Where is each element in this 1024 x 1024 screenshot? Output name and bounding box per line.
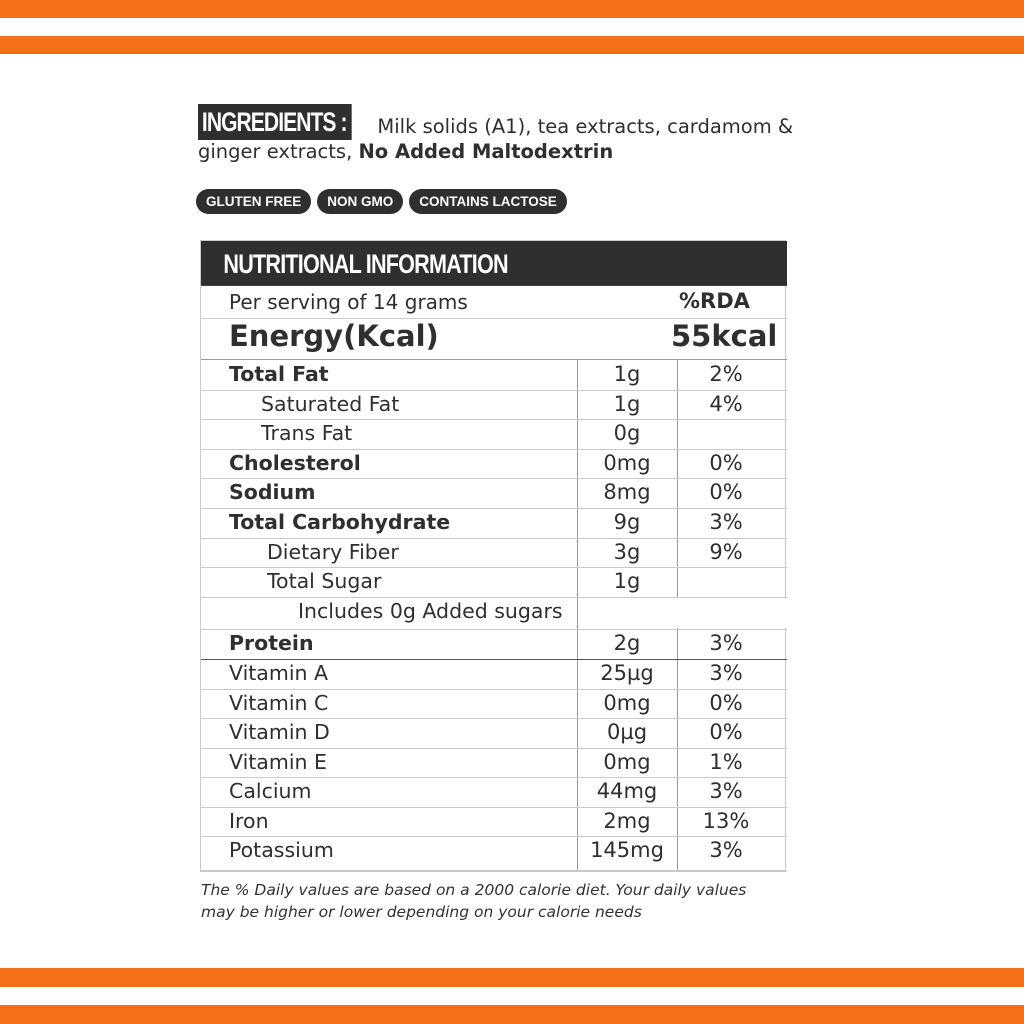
nutrient-amount: 0g	[613, 421, 641, 445]
nutrient-name: Includes 0g Added sugars	[298, 599, 563, 623]
nutrient-rda: 1%	[709, 750, 743, 774]
top-stripe-1	[0, 0, 1024, 18]
nutrient-row	[201, 361, 787, 391]
nutrient-name: Total Fat	[229, 362, 329, 386]
footnote	[201, 879, 811, 923]
nutrient-name: Protein	[229, 631, 314, 655]
nutrient-amount: 1g	[613, 362, 641, 386]
ingredients-section	[198, 104, 838, 165]
nutrient-rda: 3%	[709, 510, 743, 534]
nutrient-name: Cholesterol	[229, 451, 361, 475]
nutrient-row	[201, 749, 787, 779]
nutrient-amount: 0mg	[603, 451, 651, 475]
nutrient-row	[201, 598, 787, 628]
nutrient-amount: 2mg	[603, 809, 651, 833]
ingredients-title: INGREDIENTS :	[198, 104, 352, 140]
badge-list	[196, 189, 567, 214]
nutrient-amount: 0mg	[603, 691, 651, 715]
ingredients-highlight: No Added Maltodextrin	[358, 140, 614, 163]
footnote-line2: may be higher or lower depending on your calorie needs	[201, 903, 642, 921]
nutrient-amount: 1g	[613, 569, 641, 593]
nutrient-rda: 3%	[709, 779, 743, 803]
nutrient-amount: 145mg	[590, 838, 664, 862]
nutrient-name: Vitamin C	[229, 691, 329, 715]
nutrient-rda: 4%	[709, 392, 743, 416]
footnote-line1: The % Daily values are based on a 2000 calorie diet. Your daily values	[201, 881, 747, 899]
nutrient-rda: 3%	[709, 661, 743, 685]
nutrient-row	[201, 690, 787, 720]
nutrient-row	[201, 539, 787, 569]
nutrient-rda: 0%	[709, 451, 743, 475]
nutrient-name: Trans Fat	[261, 421, 353, 445]
nutrient-name: Vitamin E	[229, 750, 327, 774]
nutrient-rda: 3%	[709, 631, 743, 655]
nutrient-row	[201, 450, 787, 480]
nutrient-amount: 0µg	[606, 720, 648, 744]
nutrient-row	[201, 808, 787, 838]
nutrient-amount: 8mg	[603, 480, 651, 504]
nutrient-name: Potassium	[229, 838, 334, 862]
bottom-stripe-2	[0, 1005, 1024, 1024]
nutrient-row	[201, 778, 787, 808]
nutrient-amount: 1g	[613, 392, 641, 416]
nutrient-name: Sodium	[229, 480, 316, 504]
nutrient-rda: 13%	[702, 809, 750, 833]
nutrient-name: Iron	[229, 809, 269, 833]
nutrient-rda: 0%	[709, 480, 743, 504]
nutrient-row	[201, 719, 787, 749]
nutrient-name: Vitamin A	[229, 661, 329, 685]
nutrient-rda: 9%	[709, 540, 743, 564]
energy-label: Energy(Kcal)	[229, 319, 439, 353]
nutrient-row	[201, 391, 787, 421]
bottom-stripe-1	[0, 968, 1024, 987]
nutrient-row	[201, 660, 787, 690]
nutrition-header	[201, 241, 787, 285]
divider	[201, 359, 787, 360]
top-stripe-2	[0, 36, 1024, 54]
badge-non-gmo: NON GMO	[317, 189, 403, 214]
nutrient-amount: 2g	[613, 631, 641, 655]
nutrient-row	[201, 568, 787, 598]
rda-header: %RDA	[679, 289, 750, 313]
nutrient-row	[201, 479, 787, 509]
energy-value: 55kcal	[671, 319, 778, 353]
nutrient-amount: 44mg	[596, 779, 658, 803]
nutrient-rda: 2%	[709, 362, 743, 386]
nutrient-name: Total Carbohydrate	[229, 510, 451, 534]
ingredients-text-line1: Milk solids (A1), tea extracts, cardamom &	[377, 115, 794, 138]
divider	[201, 285, 787, 286]
serving-size: Per serving of 14 grams	[229, 290, 468, 314]
nutrient-name: Vitamin D	[229, 720, 330, 744]
row-divider	[201, 870, 787, 871]
nutrition-title: NUTRITIONAL INFORMATION	[223, 249, 508, 279]
nutrient-name: Dietary Fiber	[267, 540, 399, 564]
nutrient-row	[201, 420, 787, 450]
nutrient-amount: 9g	[613, 510, 641, 534]
nutrient-amount: 25µg	[600, 661, 654, 685]
nutrient-name: Saturated Fat	[261, 392, 400, 416]
nutrient-amount: 3g	[613, 540, 641, 564]
nutrient-row	[201, 509, 787, 539]
badge-contains-lactose: CONTAINS LACTOSE	[409, 189, 567, 214]
nutrient-rda: 3%	[709, 838, 743, 862]
nutrient-name: Total Sugar	[267, 569, 382, 593]
nutrition-panel	[200, 240, 786, 872]
nutrient-row	[201, 837, 787, 867]
nutrient-name: Calcium	[229, 779, 312, 803]
nutrient-rda: 0%	[709, 720, 743, 744]
badge-gluten-free: GLUTEN FREE	[196, 189, 311, 214]
nutrient-amount: 0mg	[603, 750, 651, 774]
nutrient-row	[201, 630, 787, 660]
nutrient-rda: 0%	[709, 691, 743, 715]
ingredients-text-line2: ginger extracts,	[198, 140, 353, 163]
